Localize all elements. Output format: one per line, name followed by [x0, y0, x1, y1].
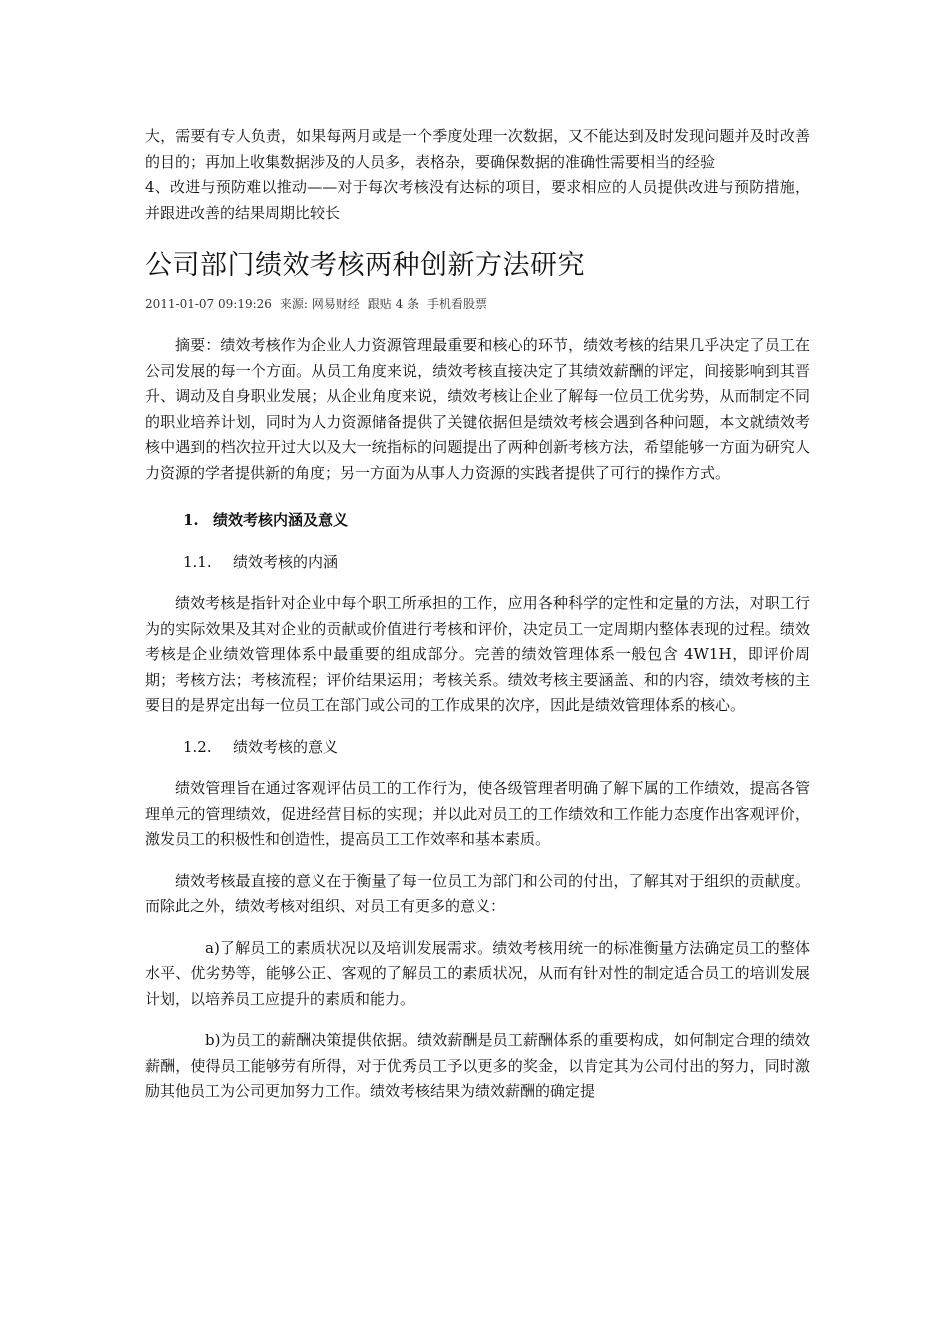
abstract-paragraph: 摘要：绩效考核作为企业人力资源管理最重要和核心的环节，绩效考核的结果几乎决定了员工在公司发展的每一个方面。从员工角度来说，绩效考核直接决定了其绩效薪酬的评定，间接影响到其晋升、调动及自身职业发展；从企业角度来说，绩效考核让企业了解每一位员工优劣势，从而制定不同的职业培养计划，同时为人力资源储备提供了关键依据但是绩效考核会遇到各种问题，本文就绩效考核中遇到的档次拉开过大以及大一统指标的问题提出了两种创新考核方法，希望能够一方面为研究人力资源的学者提供新的角度；另一方面为从事人力资源的实践者提供了可行的操作方式。: [145, 336, 810, 482]
list-item-b-marker: b): [205, 1031, 221, 1049]
section-1-1-heading: [145, 550, 810, 576]
list-item-b-text: 为员工的薪酬决策提供依据。绩效薪酬是员工薪酬体系的重要构成，如何制定合理的绩效薪酬，使得员工能够劳有所得，对于优秀员工予以更多的奖金，以肯定其为公司付出的努力，同时激励其他员工为公司更加努力工作。绩效考核结果为绩效薪酬的确定提: [145, 1031, 810, 1100]
document-page: [145, 124, 810, 1105]
mobile-stock-link[interactable]: 手机看股票: [427, 297, 488, 311]
section-1-number: 1.: [183, 511, 199, 529]
section-1-heading: [145, 508, 810, 534]
list-item-a-marker: a): [205, 938, 220, 957]
list-item-b: [145, 1028, 810, 1105]
article-meta: [145, 295, 810, 313]
list-item-a-text: 了解员工的素质状况以及培训发展需求。绩效考核用统一的标准衡量方法确定员工的整体水平、优劣势等，能够公正、客观的了解员工的素质状况，从而有针对性的制定适合员工的培训发展计划，以培养员工应提升的素质和能力。: [145, 938, 810, 1008]
article-title: 公司部门绩效考核两种创新方法研究: [145, 250, 585, 281]
meaning-paragraph-3: 绩效考核最直接的意义在于衡量了每一位员工为部门和公司的付出，了解其对于组织的贡献度。而除此之外，绩效考核对组织、对员工有更多的意义：: [145, 871, 810, 915]
section-1-1-title: 绩效考核的内涵: [233, 552, 339, 571]
section-1-title: 绩效考核内涵及意义: [213, 511, 349, 529]
intro-paragraph-2: 4、改进与预防难以推动——对于每次考核没有达标的项目，要求相应的人员提供改进与预防措施，并跟进改善的结果周期比较长: [145, 178, 810, 222]
list-item-a: [145, 936, 810, 1013]
article-source: 来源: 网易财经: [279, 297, 360, 311]
intro-paragraph-1: 大，需要有专人负责，如果每两月或是一个季度处理一次数据，又不能达到及时发现问题并及时改善的目的；再加上收集数据涉及的人员多，表格杂，要确保数据的准确性需要相当的经验: [145, 127, 810, 171]
section-1-2-title: 绩效考核的意义: [233, 737, 339, 756]
section-1-2-number: 1.2.: [183, 737, 212, 756]
meaning-paragraph-2: 绩效管理旨在通过客观评估员工的工作行为，使各级管理者明确了解下属的工作绩效，提高各管理单元的管理绩效，促进经营目标的实现；并以此对员工的工作绩效和工作能力态度作出客观评价，激发员工的积极性和创造性，提高员工工作效率和基本素质。: [145, 779, 810, 848]
article-datetime: 2011-01-07 09:19:26: [145, 297, 272, 311]
section-1-1-number: 1.1.: [183, 552, 212, 571]
meaning-paragraph-1: 绩效考核是指针对企业中每个职工所承担的工作，应用各种科学的定性和定量的方法，对职工行为的实际效果及其对企业的贡献或价值进行考核和评价，决定员工一定周期内整体表现的过程。绩效考核是企业绩效管理体系中最重要的组成部分。完善的绩效管理体系一般包含 4W1H，即评价周期；考核方法；考核流程；评价结果运用；考核关系。绩效考核主要涵盖、和的内容，绩效考核的主要目的是界定出每一位员工在部门或公司的工作成果的次序，因此是绩效管理体系的核心。: [145, 594, 810, 714]
article-replies-link[interactable]: 跟贴 4 条: [367, 297, 420, 311]
section-1-2-heading: [145, 735, 810, 761]
